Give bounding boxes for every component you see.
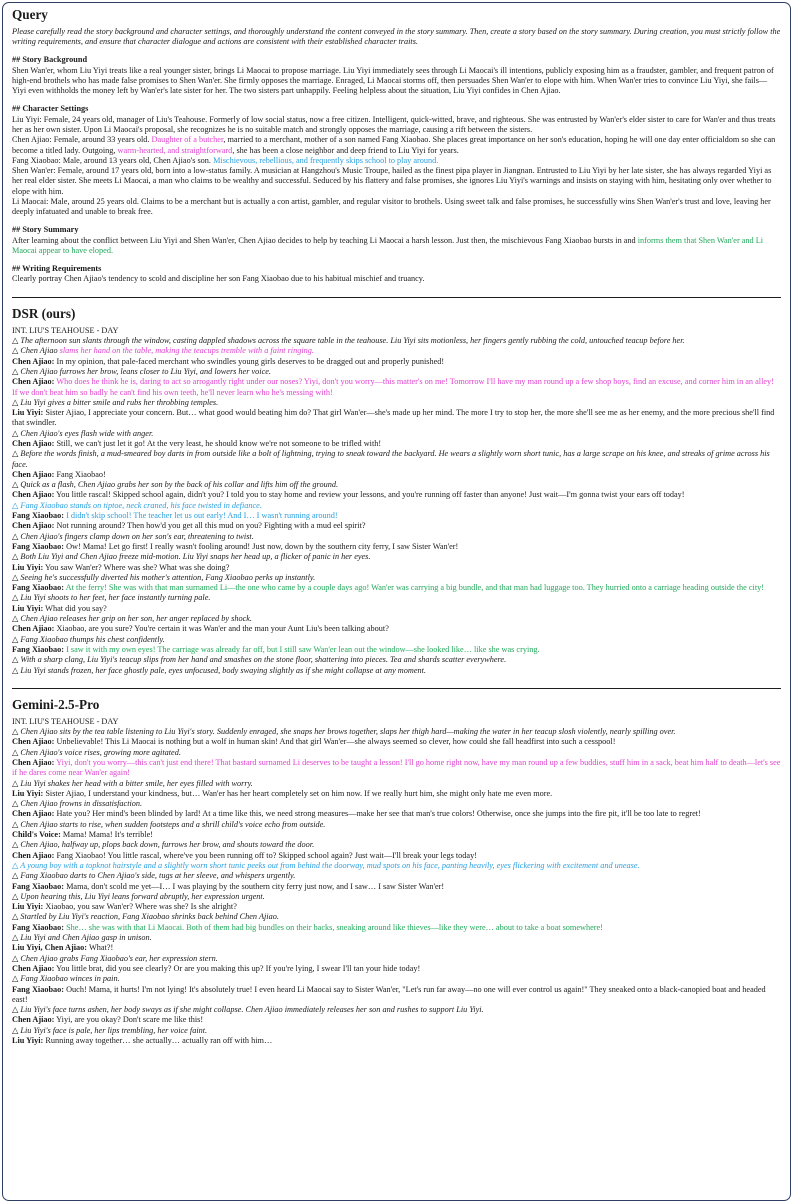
action-line: △ Chen Ajiao grabs Fang Xiaobao's ear, her expression stern. — [12, 953, 218, 963]
dialogue-line — [12, 542, 781, 552]
action-line: △ Chen Ajiao releases her grip on her son, her anger replaced by shock. — [12, 614, 252, 624]
dialogue-text: Xiaobao, are you sure? You're certain it was Wan'er and the man your Aunt Liu's been talking about? — [56, 624, 389, 634]
action-line: △ Liu Yiyi shakes her head with a bitter smile, her eyes filled with worry. — [12, 778, 253, 788]
dialogue-line — [12, 357, 781, 367]
action-line: △ Liu Yiyi's face turns ashen, her body sways as if she might collapse. Chen Ajiao immediately releases her son and rushes to support Liu Yiyi. — [12, 1005, 484, 1015]
dialogue-text: Mama, don't scold me yet—I… I was playing by the southern city ferry just now, and I saw… I saw Sister Wan'er! — [66, 881, 445, 891]
setting-fang-xiaobao: Fang Xiaobao: Male, around 13 years old, Chen Ajiao's son. Mischievous, rebellious, and frequently skips school to play around. — [12, 155, 439, 165]
action-highlight: slams her hand on the table, making the teacups tremble with a faint ringing. — [59, 346, 314, 356]
dialogue-text: I didn't skip school! The teacher let us out early! And I… I wasn't running around! — [66, 511, 338, 521]
dialogue-line — [12, 490, 781, 500]
speaker-name: Chen Ajiao: — [12, 737, 55, 747]
dialogue-line — [12, 583, 781, 593]
speaker-name: Fang Xiaobao: — [12, 644, 65, 654]
dialogue-text: You saw Wan'er? Where was she? What was she doing? — [45, 562, 230, 572]
dialogue-line — [12, 511, 781, 521]
dialogue-line — [12, 1015, 781, 1025]
action-line: △ Chen Ajiao starts to rise, when sudden footsteps and a shrill child's voice echo from outside. — [12, 819, 326, 829]
requirements-header: ## Writing Requirements — [12, 264, 102, 274]
dsr-section — [12, 306, 781, 676]
speaker-name: Liu Yiyi: — [12, 562, 44, 572]
speaker-name: Chen Ajiao: — [12, 624, 55, 634]
settings-header: ## Character Settings — [12, 104, 89, 114]
gemini-title: Gemini-2.5-Pro — [12, 696, 100, 712]
background-header: ## Story Background — [12, 55, 88, 65]
action-line: △ Chen Ajiao sits by the tea table listening to Liu Yiyi's story. Suddenly enraged, she snaps her brows together, slaps her thigh hard—making the water in her teacup slosh violently, nearly spilling over. — [12, 727, 676, 737]
query-section — [12, 7, 781, 285]
setting-shen-waner: Shen Wan'er: Female, around 17 years old, born into a low-status family. A musician at Hangzhou's Music Troupe, hailed as the finest pipa player in Jiangnan. Entrusted to Liu Yiyi by her late sister, she has always regarded Yiyi as her real elder sister. She meets Li Maocai, a man who claims to be wealthy and successful. Seduced by his flattery and false promises, she ignores Liu Yiyi's warnings and insists on staying with him, hesitating only over whether to elope with him. — [12, 166, 772, 196]
setting-li-maocai: Li Maocai: Male, around 25 years old. Claims to be a merchant but is actually a con artist, gambler, and regular visitor to brothels. Using sweet talk and false promises, he successfully wins Shen Wan'er's trust and love, leaving her deeply infatuated and unable to break free. — [12, 197, 771, 217]
setting-chen-ajiao: Chen Ajiao: Female, around 33 years old. Daughter of a butcher, married to a merchant, mother of a son named Fang Xiaobao. She places great importance on her son's education, hoping he will one day enter officialdom so she can become a titled lady. Outgoing, warm-hearted, and straightforward, she has been a close neighbor and deep friend to Liu Yiyi for years. — [12, 135, 776, 155]
speaker-name: Liu Yiyi: — [12, 1036, 44, 1046]
dialogue-text: Ouch! Mama, it hurts! I'm not lying! It's absolutely true! I even heard Li Maocai say to Sister Wan'er, "Let's run far away—no one will ever control us again!" They sneaked onto a black-canopied boat and headed east! — [12, 984, 766, 1004]
speaker-name: Chen Ajiao: — [12, 809, 55, 819]
dialogue-line — [12, 737, 781, 747]
scene-heading: INT. LIU'S TEAHOUSE - DAY — [12, 325, 119, 335]
speaker-name: Chen Ajiao: — [12, 438, 55, 448]
speaker-name: Liu Yiyi, Chen Ajiao: — [12, 943, 88, 953]
action-line — [12, 346, 781, 356]
dialogue-line — [12, 809, 781, 819]
dialogue-text: What?! — [88, 943, 114, 953]
dialogue-text: Xiaobao, you saw Wan'er? Where was she? Is she alright? — [45, 902, 237, 912]
action-line: △ Chen Ajiao's eyes flash wide with anger. — [12, 428, 154, 438]
action-line: △ With a sharp clang, Liu Yiyi's teacup slips from her hand and smashes on the stone floor, shattering into pieces. Tea and shards scatter everywhere. — [12, 655, 507, 665]
gemini-script — [12, 717, 781, 1047]
action-line: △ Chen Ajiao's voice rises, growing more agitated. — [12, 747, 181, 757]
dialogue-text: Mama! Mama! It's terrible! — [62, 830, 154, 840]
speaker-name: Fang Xiaobao: — [12, 881, 65, 891]
dialogue-line — [12, 645, 781, 655]
dialogue-line — [12, 902, 781, 912]
summary-header: ## Story Summary — [12, 225, 79, 235]
dialogue-text: You little rascal! Skipped school again, didn't you? I told you to stay home and review your lessons, and you're running off faster than anyone! Just wait—I'm gonna twist your ears off today! — [56, 490, 685, 500]
dialogue-text: She… she was with that Li Maocai. Both of them had big bundles on their backs, sneaking around like thieves—like they were… about to take a boat somewhere! — [66, 922, 603, 932]
action-line: △ Chen Ajiao furrows her brow, leans closer to Liu Yiyi, and lowers her voice. — [12, 366, 271, 376]
action-line: △ Liu Yiyi shoots to her feet, her face instantly turning pale. — [12, 593, 211, 603]
comparison-panel — [2, 2, 791, 1201]
speaker-name: Chen Ajiao: — [12, 758, 55, 767]
dialogue-text: Fang Xiaobao! You little rascal, where've you been running off to? Skipped school again? Just wait—I'll break your legs today! — [56, 850, 477, 860]
speaker-name: Chen Ajiao: — [12, 490, 55, 500]
gemini-section — [12, 697, 781, 1047]
dialogue-text: Who does he think he is, daring to act so arrogantly right under our noses? Yiyi, don't you worry—this matter's on me! Tomorrow I'll have my man round up a few shop boys, find an excuse, and corner him in an alley! If we don't beat him so badly he can't find his own teeth, he'll never learn who he's messing with! — [12, 377, 774, 397]
speaker-name: Fang Xiaobao: — [12, 511, 65, 521]
dialogue-line — [12, 521, 781, 531]
dialogue-line — [12, 439, 781, 449]
dialogue-text: Sister Ajiao, I appreciate your concern. But… what good would beating him do? That girl Wan'er—she's made up her mind. The more I try to stop her, the more she'll see me as her enemy, and the more precious she'll find that swindler. — [12, 408, 775, 428]
requirements-text: Clearly portray Chen Ajiao's tendency to scold and discipline her son Fang Xiaobao due to his habitual mischief and truancy. — [12, 274, 425, 284]
action-line: △ Before the words finish, a mud-smeared boy darts in from outside like a bolt of lightning, trying to sneak toward the backyard. He wears a slightly worn short tunic, has a large scrape on his knee, and streaks of grime across his face. — [12, 449, 770, 469]
action-line: △ Fang Xiaobao stands on tiptoe, neck craned, his face twisted in defiance. — [12, 500, 262, 510]
dialogue-line — [12, 758, 781, 779]
dialogue-text: Yiyi, don't you worry—this can't just end there! That bastard surnamed Li deserves to be taught a lesson! I'll go home right now, have my man round up a few buddies, stuff him in a sack, beat him half to death—let's see if he dares come near Wan'er again! — [12, 758, 781, 778]
dialogue-line — [12, 624, 781, 634]
speaker-name: Fang Xiaobao: — [12, 922, 65, 932]
speaker-name: Fang Xiaobao: — [12, 541, 65, 551]
speaker-name: Chen Ajiao: — [12, 963, 55, 973]
speaker-name: Liu Yiyi: — [12, 603, 44, 613]
setting-liu-yiyi: Liu Yiyi: Female, 24 years old, manager of Liu's Teahouse. Formerly of low social status, now a free citizen. Intelligent, quick-witted, brave, and righteous. She was entrusted by Wan'er's elder sister to care for Wan'er and thus treats her as her own sister. Upon Li Maocai's proposal, she recognizes he is no suitable match and strongly opposes the marriage, causing a rift between the sisters. — [12, 114, 776, 134]
highlight-blue: Mischievous, rebellious, and frequently skips school to play around. — [213, 155, 439, 165]
action-line: △ Fang Xiaobao winces in pain. — [12, 974, 120, 984]
section-divider — [12, 688, 781, 689]
speaker-name: Chen Ajiao: — [12, 521, 55, 531]
dialogue-line — [12, 882, 781, 892]
speaker-name: Child's Voice: — [12, 830, 61, 840]
action-line: △ Liu Yiyi and Chen Ajiao gasp in unison. — [12, 933, 152, 943]
background-text: Shen Wan'er, whom Liu Yiyi treats like a real younger sister, brings Li Maocai to propose marriage. Liu Yiyi immediately sees through Li Maocai's ill intentions, publicly exposing him as a fraudster, gambler, and frequent patron of high-end brothels who has made false promises to Shen Wan'er. She firmly opposes the marriage. Enraged, Li Maocai storms off, then persuades Shen Wan'er to elope with him. When Wan'er tries to convince Liu Yiyi, she fails—Yiyi even withholds the money left by Wan'er's late sister for her. The two sisters part unhappily. Feeling helpless about the situation, Liu Yiyi confides in Chen Ajiao. — [12, 65, 774, 96]
action-line: △ Liu Yiyi's face is pale, her lips trembling, her voice faint. — [12, 1025, 208, 1035]
dialogue-text: At the ferry! She was with that man surnamed Li—the one who came by a couple days ago! Wan'er was carrying a big bundle, and that man had luggage too. They hurried onto a carriage heading outside the city! — [65, 583, 764, 593]
dialogue-line — [12, 408, 781, 429]
speaker-name: Chen Ajiao: — [12, 377, 55, 387]
highlight-pink: warm-hearted, and straightforward — [117, 145, 233, 155]
dsr-title: DSR (ours) — [12, 305, 76, 321]
dialogue-line — [12, 964, 781, 974]
dialogue-line — [12, 604, 781, 614]
dialogue-line — [12, 377, 781, 398]
action-line: △ Liu Yiyi gives a bitter smile and rubs her throbbing temples. — [12, 397, 219, 407]
action-line: △ Startled by Liu Yiyi's reaction, Fang Xiaobao shrinks back behind Chen Ajiao. — [12, 912, 279, 922]
dialogue-line — [12, 923, 781, 933]
query-intro: Please carefully read the story background and character settings, and thoroughly understand the content conveyed in the story summary. Then, create a story based on the story summary. During creation, you must strictly follow the writing requirements, and ensure that character dialogue and actions are consistent with their established character traits. — [12, 27, 781, 47]
action-line: △ Liu Yiyi stands frozen, her face ghostly pale, eyes unfocused, body swaying slightly as if she might collapse at any moment. — [12, 665, 426, 675]
speaker-name: Chen Ajiao: — [12, 356, 55, 366]
speaker-name: Liu Yiyi: — [12, 902, 44, 912]
speaker-name: Chen Ajiao: — [12, 850, 55, 860]
dialogue-text: I saw it with my own eyes! The carriage was already far off, but I still saw Wan'er lean out the window—she looked like… like she was crying. — [66, 644, 540, 654]
action-line: △ Upon hearing this, Liu Yiyi leans forward abruptly, her expression urgent. — [12, 891, 265, 901]
dsr-script — [12, 326, 781, 676]
speaker-name: Chen Ajiao: — [12, 1015, 55, 1025]
speaker-name: Chen Ajiao: — [12, 469, 55, 479]
action-line: △ The afternoon sun slants through the window, casting dappled shadows across the square table in the teahouse. Liu Yiyi sits motionless, her fingers gently rubbing the cold, untouched teacup before her. — [12, 336, 685, 346]
action-line: △ Chen Ajiao frowns in dissatisfaction. — [12, 799, 143, 809]
summary-text: After learning about the conflict between Liu Yiyi and Shen Wan'er, Chen Ajiao decides to help by teaching Li Maocai a harsh lesson. Just then, the mischievous Fang Xiaobao bursts in and informs them that Shen Wan'er and Li Maocai appear to have eloped. — [12, 235, 764, 256]
dialogue-line — [12, 789, 781, 799]
highlight-pink: Daughter of a butcher — [151, 135, 224, 145]
dialogue-text: Yiyi, are you okay? Don't scare me like this! — [56, 1015, 204, 1025]
scene-heading: INT. LIU'S TEAHOUSE - DAY — [12, 716, 119, 726]
dialogue-text: Not running around? Then how'd you get all this mud on you? Fighting with a mud eel spirit? — [56, 521, 366, 531]
dialogue-line — [12, 830, 781, 840]
dialogue-line — [12, 563, 781, 573]
speaker-name: Liu Yiyi: — [12, 788, 44, 798]
dialogue-text: Fang Xiaobao! — [56, 469, 106, 479]
action-line: △ Chen Ajiao, halfway up, plops back down, furrows her brow, and shouts toward the door. — [12, 840, 315, 850]
action-line: △ Fang Xiaobao thumps his chest confidently. — [12, 634, 165, 644]
dialogue-text: Hate you? Her mind's been blinded by lard! At a time like this, we need strong measures—make her see that man's true colors! Otherwise, once she jumps into the fire pit, it'll be too late to regret! — [56, 809, 701, 819]
dialogue-text: Ow! Mama! Let go first! I really wasn't fooling around! Just now, down by the southern city ferry, I saw Sister Wan'er! — [66, 541, 459, 551]
action-line: △ Both Liu Yiyi and Chen Ajiao freeze mid-motion. Liu Yiyi snaps her head up, a flicker of panic in her eyes. — [12, 552, 371, 562]
dialogue-text: You little brat, did you see clearly? Or are you making this up? If you're lying, I swear I'll tan your hide today! — [56, 963, 421, 973]
speaker-name: Fang Xiaobao: — [12, 984, 65, 994]
dialogue-text: Sister Ajiao, I understand your kindness, but… Wan'er has her heart completely set on him now. If we really hurt him, she might only hate me even more. — [45, 788, 553, 798]
character-settings — [12, 115, 781, 218]
dialogue-line — [12, 943, 781, 953]
dialogue-line — [12, 1036, 781, 1046]
speaker-name: Fang Xiaobao: — [12, 583, 65, 593]
query-title: Query — [12, 7, 48, 22]
dialogue-line — [12, 851, 781, 861]
dialogue-text: What did you say? — [45, 603, 107, 613]
dialogue-text: In my opinion, that pale-faced merchant who swindles young girls deserves to be dragged out and properly punished! — [56, 356, 445, 366]
action-line: △ Fang Xiaobao darts to Chen Ajiao's side, tugs at her sleeve, and whispers urgently. — [12, 871, 296, 881]
action-line: △ Seeing he's successfully diverted his mother's attention, Fang Xiaobao perks up instantly. — [12, 572, 316, 582]
action-line: △ Quick as a flash, Chen Ajiao grabs her son by the back of his collar and lifts him off the ground. — [12, 480, 339, 490]
speaker-name: Liu Yiyi: — [12, 408, 44, 418]
dialogue-text: Running away together… she actually… actually ran off with him… — [45, 1036, 273, 1046]
dialogue-text: Unbelievable! This Li Maocai is nothing but a wolf in human skin! And that girl Wan'er—she always seemed so clever, how could she fall headfirst into such a cesspool! — [56, 737, 616, 747]
dialogue-text: Still, we can't just let it go! At the very least, he should know we're not someone to be trifled with! — [56, 438, 382, 448]
section-divider — [12, 297, 781, 298]
action-line: △ Chen Ajiao's fingers clamp down on her son's ear, threatening to twist. — [12, 531, 254, 541]
action-line: △ A young boy with a topknot hairstyle and a slightly worn short tunic peeks out from behind the doorway, mud spots on his face, panting heavily, eyes flickering with excitement and unease. — [12, 860, 640, 870]
dialogue-line — [12, 985, 781, 1006]
highlight-green: informs them that Shen Wan'er and Li Maocai appear to have eloped. — [12, 235, 764, 256]
action-prefix: △ Chen Ajiao — [12, 346, 60, 356]
dialogue-line — [12, 470, 781, 480]
